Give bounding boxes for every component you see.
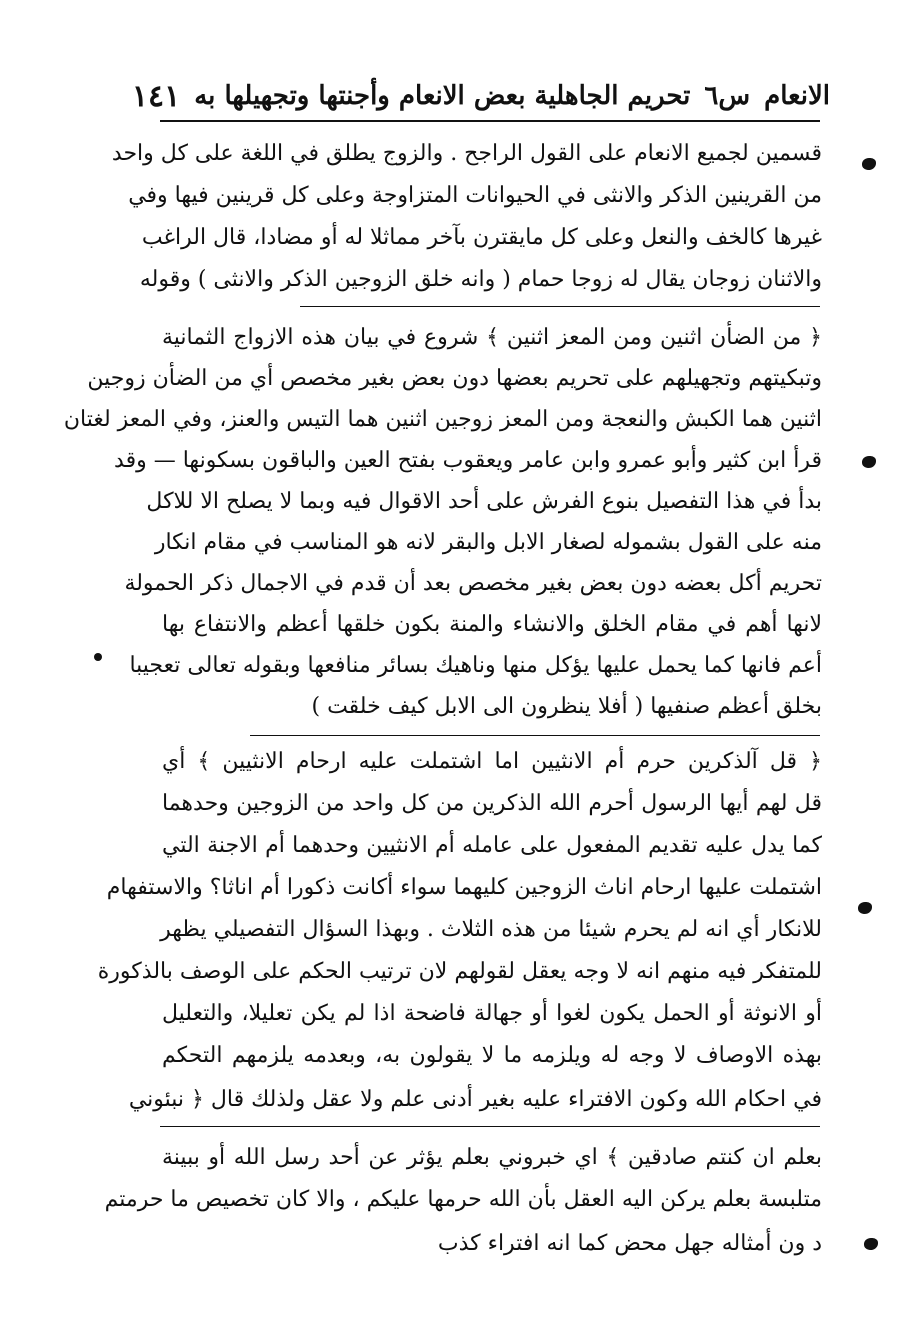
text-line: للمتفكر فيه منهم انه لا وجه يعقل لقولهم لان ترتيب الحكم على الوصف بالذكورة bbox=[97, 959, 822, 984]
scan-speck bbox=[864, 1238, 878, 1250]
scan-speck bbox=[862, 456, 876, 468]
text-line: تحريم أكل بعضه دون بعض بغير مخصص بعد أن قدم في الاجمال ذكر الحمولة bbox=[124, 571, 822, 596]
section-divider bbox=[300, 306, 820, 307]
text-line: غيرها كالخف والنعل وعلى كل مايقترن بآخر مماثلا له أو مضادا، قال الراغب bbox=[141, 225, 822, 250]
page-number: ١٤١ bbox=[131, 78, 181, 114]
sura-name: الانعام bbox=[764, 81, 830, 111]
text-line: والاثنان زوجان يقال له زوجا حمام ( وانه خلق الزوجين الذكر والانثى ) وقوله bbox=[139, 267, 822, 292]
text-line: لانها أهم في مقام الخلق والانشاء والمنة بكون خلقها أعظم والانتفاع بها bbox=[162, 612, 822, 637]
text-line: من القرينين الذكر والانثى في الحيوانات المتزاوجة وعلى كل قرينين فيها وفي bbox=[128, 183, 822, 208]
text-line: بخلق أعظم صنفيها ( أفلا ينظرون الى الابل كيف خلقت ) bbox=[311, 694, 822, 719]
text-line: اثنين هما الكبش والنعجة ومن المعز زوجين اثنين هما التيس والعنز، وفي المعز لغتان bbox=[63, 407, 822, 432]
text-line: متلبسة بعلم يركن اليه العقل بأن الله حرمها عليكم ، والا كان تخصيص ما حرمتم bbox=[104, 1187, 822, 1212]
text-line: د ون أمثاله جهل محض كما انه افتراء كذب bbox=[437, 1231, 822, 1256]
text-line: اشتملت عليها ارحام اناث الزوجين كليهما سواء أكانت ذكورا أم اناثا؟ والاستفهام bbox=[106, 875, 822, 900]
text-line: أعم فانها كما يحمل عليها يؤكل منها وناهيك بسائر منافعها وبقوله تعالى تعجيبا bbox=[129, 653, 822, 678]
text-line: بدأ في هذا التفصيل بنوع الفرش على أحد الاقوال فيه وبما لا يصلح الا للاكل bbox=[146, 489, 822, 514]
scan-speck bbox=[94, 653, 102, 661]
section-divider bbox=[160, 1126, 820, 1127]
text-line: أو الانوثة أو الحمل يكون لغوا أو جهالة فاضحة اذا لم يكن تعليلا، والتعليل bbox=[162, 1001, 822, 1026]
text-line: منه على القول بشموله لصغار الابل والبقر لانه هو المناسب في مقام انكار bbox=[154, 530, 822, 555]
text-line: ﴿ قل آلذكرين حرم أم الانثيين اما اشتملت عليه ارحام الانثيين ﴾ أي bbox=[162, 749, 822, 774]
scan-speck bbox=[862, 158, 876, 170]
verse-ref: س٦ bbox=[704, 81, 751, 111]
text-line: ﴿ من الضأن اثنين ومن المعز اثنين ﴾ شروع في بيان هذه الازواج الثمانية bbox=[162, 325, 822, 350]
text-line: بعلم ان كنتم صادقين ﴾ اي خبروني بعلم يؤثر عن أحد رسل الله أو ببينة bbox=[162, 1145, 822, 1170]
header-rule bbox=[160, 120, 820, 122]
text-line: في احكام الله وكون الافتراء عليه بغير أدنى علم ولا عقل ولذلك قال ﴿ نبئوني bbox=[128, 1087, 822, 1112]
text-line: كما يدل عليه تقديم المفعول على عامله أم الانثيين وحدهما أم الاجنة التي bbox=[162, 833, 822, 858]
section-divider bbox=[250, 735, 820, 736]
page-header bbox=[131, 72, 830, 120]
text-line: قل لهم أيها الرسول أحرم الله الذكرين من كل واحد من الزوجين وحدهما bbox=[162, 791, 822, 816]
text-line: بهذه الاوصاف لا وجه له ويلزمه ما لا يقولون به، وبعدمه يلزمهم التحكم bbox=[162, 1043, 822, 1068]
header-title: تحريم الجاهلية بعض الانعام وأجنتها وتجهيلها به bbox=[194, 81, 691, 111]
text-line: قرأ ابن كثير وأبو عمرو وابن عامر ويعقوب بفتح العين والباقون بسكونها — وقد bbox=[114, 448, 822, 473]
text-line: قسمين لجميع الانعام على القول الراجح . والزوج يطلق في اللغة على كل واحد bbox=[111, 141, 822, 166]
text-line: للانكار أي انه لم يحرم شيئا من هذه الثلاث . وبهذا السؤال التفصيلي يظهر bbox=[160, 917, 822, 942]
text-line: وتبكيتهم وتجهيلهم على تحريم بعضها دون بعض بغير مخصص أي من الضأن زوجين bbox=[87, 366, 822, 391]
scan-speck bbox=[858, 902, 872, 914]
